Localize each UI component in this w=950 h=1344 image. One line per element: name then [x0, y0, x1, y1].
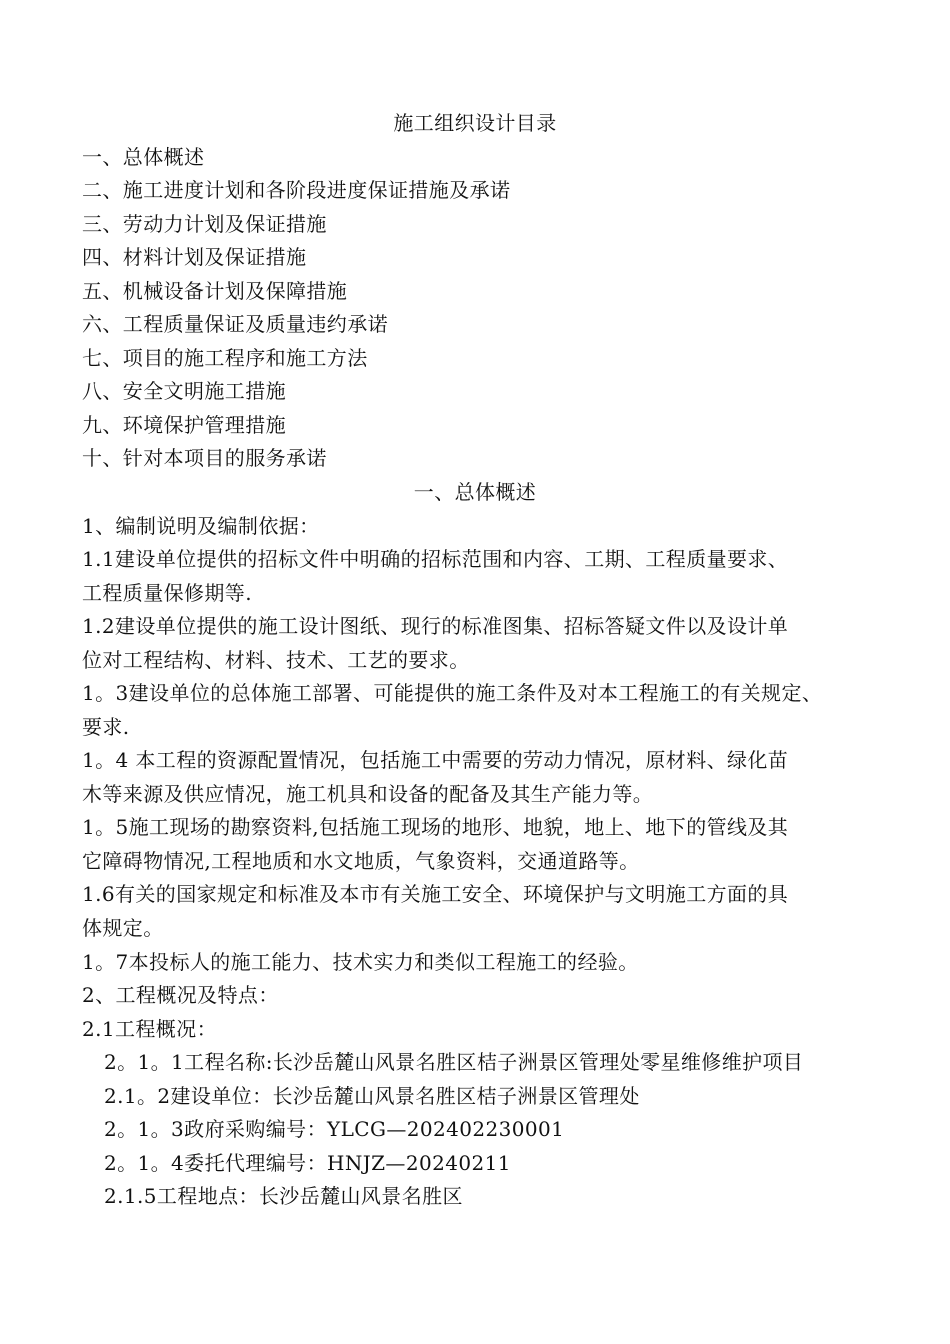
body-line: 2.1工程概况： [82, 1017, 218, 1041]
body-line: 工程质量保修期等. [82, 581, 252, 605]
toc-title: 施工组织设计目录 [393, 111, 557, 135]
body-line: 1。3建设单位的总体施工部署、可能提供的施工条件及对本工程施工的有关规定、 [82, 681, 823, 705]
toc-item: 九、环境保护管理措施 [82, 413, 286, 437]
detail-line: 2。1。1工程名称:长沙岳麓山风景名胜区桔子洲景区管理处零星维修维护项目 [104, 1050, 804, 1074]
toc-item: 三、劳动力计划及保证措施 [82, 212, 327, 236]
toc-item: 二、施工进度计划和各阶段进度保证措施及承诺 [82, 178, 511, 202]
body-line: 1.1建设单位提供的招标文件中明确的招标范围和内容、工期、工程质量要求、 [82, 547, 789, 571]
toc-item: 八、安全文明施工措施 [82, 379, 286, 403]
body-line: 要求. [82, 715, 130, 739]
toc-item: 一、总体概述 [82, 145, 205, 169]
body-line: 1.6有关的国家规定和标准及本市有关施工安全、环境保护与文明施工方面的具 [82, 882, 789, 906]
toc-item: 六、工程质量保证及质量违约承诺 [82, 312, 388, 336]
body-line: 1.2建设单位提供的施工设计图纸、现行的标准图集、招标答疑文件以及设计单 [82, 614, 789, 638]
toc-item: 四、材料计划及保证措施 [82, 245, 307, 269]
body-line: 位对工程结构、材料、技术、工艺的要求。 [82, 648, 470, 672]
toc-item: 五、机械设备计划及保障措施 [82, 279, 348, 303]
detail-line: 2.1。2建设单位：长沙岳麓山风景名胜区桔子洲景区管理处 [104, 1084, 640, 1108]
detail-line: 2。1。3政府采购编号：YLCG—202402230001 [104, 1117, 565, 1141]
body-line: 2、工程概况及特点： [82, 983, 279, 1007]
section-title: 一、总体概述 [413, 480, 537, 504]
body-line: 木等来源及供应情况，施工机具和设备的配备及其生产能力等。 [82, 782, 654, 806]
detail-line: 2。1。4委托代理编号：HNJZ—20240211 [104, 1151, 511, 1175]
toc-item: 十、针对本项目的服务承诺 [82, 446, 327, 470]
body-line: 1。5施工现场的勘察资料,包括施工现场的地形、地貌，地上、地下的管线及其 [82, 815, 789, 839]
toc-item: 七、项目的施工程序和施工方法 [82, 346, 368, 370]
body-line: 体规定。 [82, 916, 164, 940]
detail-line: 2.1.5工程地点：长沙岳麓山风景名胜区 [104, 1184, 463, 1208]
body-line: 1。7本投标人的施工能力、技术实力和类似工程施工的经验。 [82, 950, 639, 974]
body-line: 1、编制说明及编制依据： [82, 514, 320, 538]
body-line: 它障碍物情况,工程地质和水文地质，气象资料，交通道路等。 [82, 849, 640, 873]
body-line: 1。4 本工程的资源配置情况，包括施工中需要的劳动力情况，原材料、绿化苗 [82, 748, 789, 772]
